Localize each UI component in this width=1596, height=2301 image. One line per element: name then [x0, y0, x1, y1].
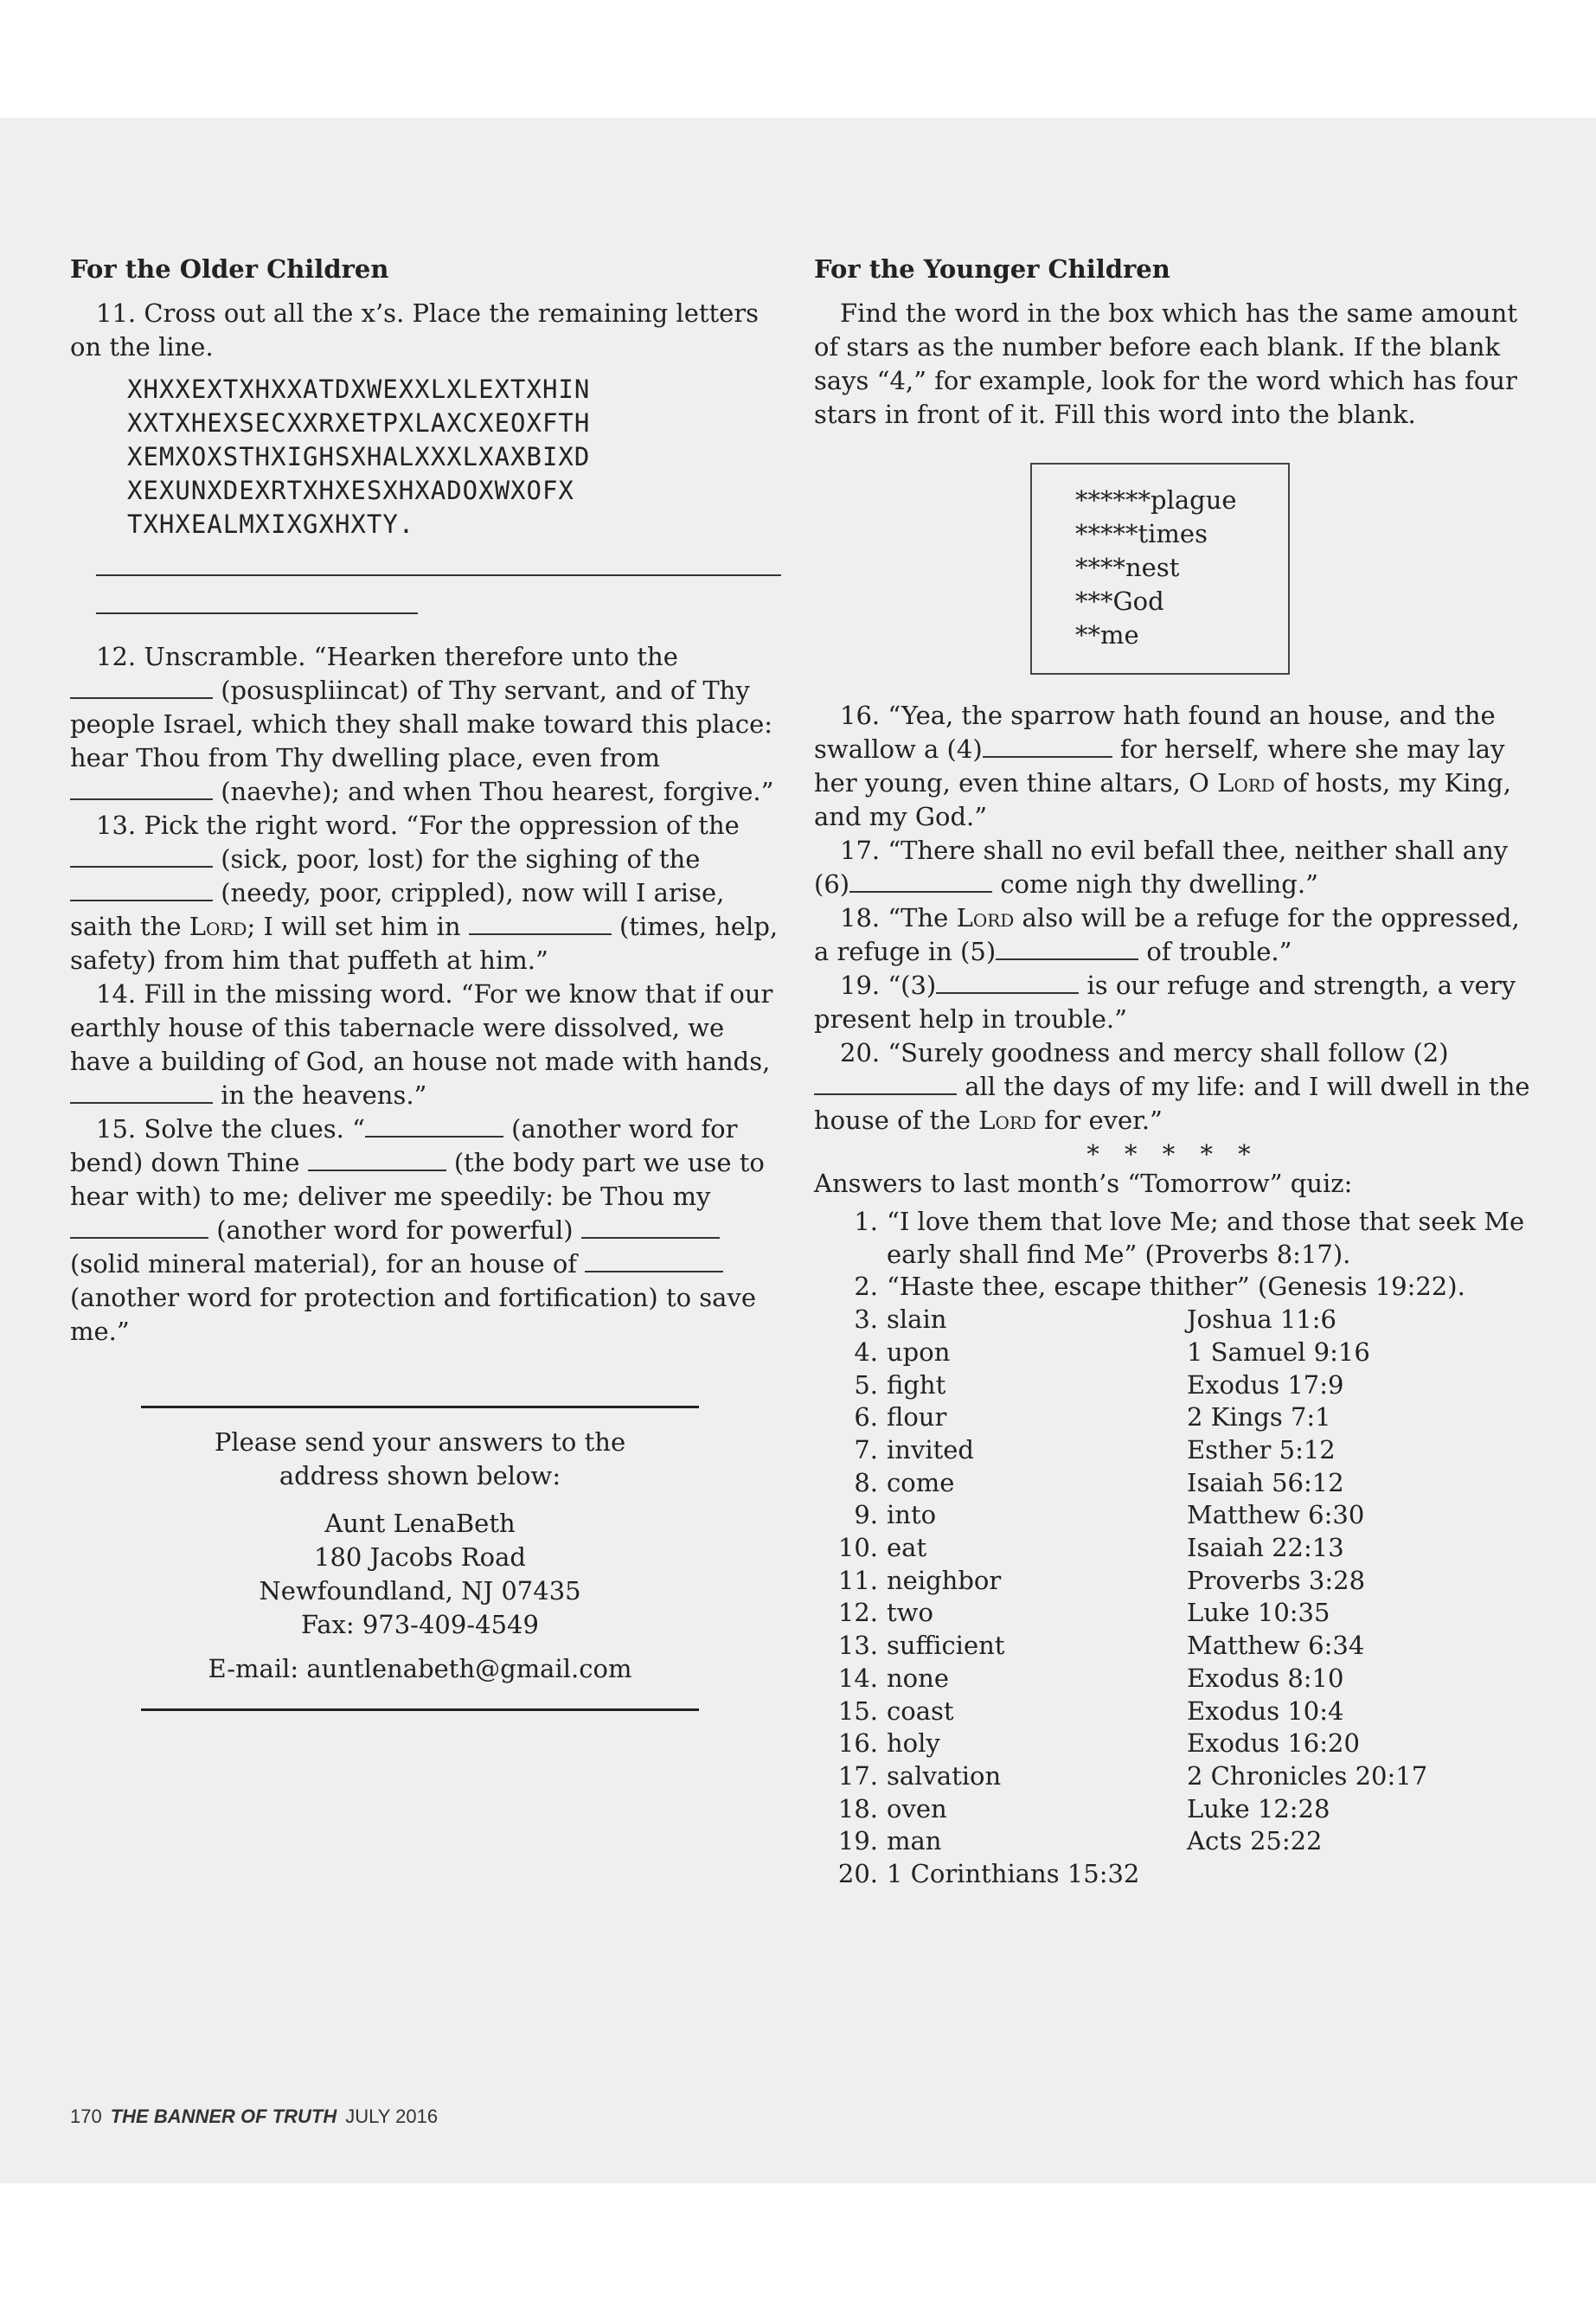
answer-word: 1 Corinthians 15:32: [887, 1859, 1140, 1889]
answer-line[interactable]: [96, 612, 418, 614]
q14-text: in the heavens.”: [221, 1080, 427, 1110]
answer-row: [814, 1565, 1532, 1598]
answer-word: oven: [887, 1793, 947, 1823]
answer-row: [814, 1401, 1532, 1434]
issue-date: JULY 2016: [345, 2106, 439, 2127]
address-street: 180 Jacobs Road: [314, 1542, 526, 1572]
word-box-item: ******plague: [1075, 485, 1237, 515]
answer-reference: Exodus 17:9: [1187, 1369, 1344, 1400]
question-12: [70, 640, 784, 809]
answer-word: man: [887, 1826, 942, 1856]
answer-number: 12.: [837, 1598, 878, 1628]
q16-text: for herself, where she may lay her young, even thine altars, O: [814, 734, 1505, 798]
send-instructions: address shown below:: [279, 1461, 561, 1490]
answer-blank[interactable]: [365, 1113, 503, 1138]
answer-number: 1.: [854, 1207, 878, 1236]
answer-blank[interactable]: [70, 843, 213, 868]
question-16: [814, 699, 1532, 834]
answer-blank[interactable]: [308, 1147, 446, 1171]
answer-row: [814, 1304, 1532, 1336]
answer-item: [814, 1271, 1532, 1304]
answer-reference: Proverbs 3:28: [1187, 1565, 1366, 1595]
lord-text: Lord: [189, 912, 247, 941]
answer-number: 13.: [837, 1631, 878, 1661]
page-number: 170: [70, 2106, 102, 2127]
answer-text: “Haste thee, escape thither” (Genesis 19:22).: [887, 1272, 1465, 1302]
answer-number: 14.: [837, 1663, 878, 1693]
answer-blank[interactable]: [996, 936, 1138, 960]
answer-row: [814, 1597, 1532, 1630]
letters-line: XXTXHEXSECXXRXETPXLAXCXEOXFTH: [127, 408, 591, 438]
answer-reference: Isaiah 56:12: [1187, 1467, 1344, 1497]
publication-title: THE BANNER OF TRUTH: [110, 2106, 337, 2127]
scrambled-letters: [127, 373, 784, 542]
answer-number: 10.: [837, 1533, 878, 1563]
q15-text: 15. Solve the clues. “: [96, 1114, 365, 1144]
letters-line: XEXUNXDEXRTXHXESXHXADOXWXOFX: [127, 476, 574, 505]
q13-text: 13. Pick the right word. “For the oppression of the: [96, 811, 740, 840]
answer-number: 17.: [837, 1760, 878, 1791]
word-box: [1030, 463, 1290, 675]
q20-text: for ever.”: [1044, 1106, 1163, 1135]
answer-row: [814, 1858, 1532, 1891]
answer-row: [814, 1760, 1532, 1793]
answer-item: [814, 1206, 1532, 1271]
answer-reference: Exodus 10:4: [1187, 1695, 1344, 1726]
answer-blank[interactable]: [849, 868, 992, 893]
q13-text: (times, help, safety) from him that puffeth at him.”: [70, 912, 779, 975]
divider: [141, 1708, 699, 1711]
answer-number: 2.: [854, 1272, 878, 1302]
answer-blank[interactable]: [70, 1080, 213, 1104]
answer-reference: 2 Chronicles 20:17: [1187, 1760, 1428, 1791]
answer-number: 8.: [854, 1467, 878, 1497]
q17-text: 17. “There shall no evil befall thee, neither shall any (6): [814, 836, 1509, 899]
q15-text: (another word for powerful): [216, 1215, 574, 1245]
answer-word: come: [887, 1467, 955, 1497]
answer-word: holy: [887, 1728, 940, 1759]
answers-table: [814, 1304, 1532, 1891]
q19-text: is our refuge and strength, a very present help in trouble.”: [814, 971, 1516, 1034]
q12-text: (posuspliincat) of Thy servant, and of Thy people Israel, which they shall make toward this place: hear Thou from Thy dwelling place, even from: [70, 676, 773, 772]
address-name: Aunt LenaBeth: [324, 1509, 516, 1538]
question-14: [70, 977, 784, 1112]
answer-word: salvation: [887, 1760, 1002, 1791]
answer-row: [814, 1499, 1532, 1532]
q18-text: 18. “The: [840, 903, 949, 933]
lord-text: Lord: [1217, 768, 1275, 798]
answer-row: [814, 1467, 1532, 1500]
answer-number: 19.: [837, 1826, 878, 1856]
answer-blank[interactable]: [581, 1215, 720, 1239]
word-box-item: *****times: [1075, 519, 1208, 548]
answer-blank[interactable]: [70, 877, 213, 901]
q20-text: all the days of my life: and I will dwell in the house of the: [814, 1072, 1530, 1135]
q13-text: ; I will set him in: [247, 912, 461, 941]
answer-reference: 1 Samuel 9:16: [1187, 1336, 1370, 1367]
answer-reference: Luke 12:28: [1187, 1793, 1330, 1823]
q18-text: of trouble.”: [1146, 937, 1292, 966]
answer-row: [814, 1793, 1532, 1826]
q12-text: 12. Unscramble. “Hearken therefore unto the: [96, 642, 678, 671]
answer-word: flour: [887, 1402, 947, 1433]
answer-word: sufficient: [887, 1631, 1005, 1661]
answer-word: upon: [887, 1336, 951, 1367]
q13-text: (needy, poor, crippled), now will I arise, saith the: [70, 878, 725, 941]
letters-line: XEMXOXSTHXIGHSXHALXXXLXAXBIXD: [127, 442, 591, 471]
answer-word: none: [887, 1663, 949, 1693]
answer-blank[interactable]: [70, 776, 213, 800]
answer-number: 9.: [854, 1500, 878, 1530]
answer-reference: 2 Kings 7:1: [1187, 1402, 1331, 1433]
q18-text: also will be a refuge for the oppressed, a refuge in (5): [814, 903, 1520, 966]
lord-text: Lord: [956, 903, 1015, 933]
answer-word: two: [887, 1598, 933, 1628]
q20-text: 20. “Surely goodness and mercy shall follow (2): [840, 1038, 1449, 1067]
answer-row: [814, 1434, 1532, 1467]
q17-text: come nigh thy dwelling.”: [1000, 869, 1318, 899]
answer-row: [814, 1369, 1532, 1402]
answer-row: [814, 1630, 1532, 1663]
email-address[interactable]: E-mail: auntlenabeth@gmail.com: [208, 1654, 632, 1683]
answer-number: 15.: [837, 1695, 878, 1726]
q19-text: 19. “(3): [840, 971, 937, 1000]
question-13: [70, 809, 784, 977]
answer-reference: Luke 10:35: [1187, 1598, 1330, 1628]
answer-row: [814, 1532, 1532, 1565]
fax-number: Fax: 973-409-4549: [301, 1610, 539, 1639]
answer-number: 11.: [837, 1565, 878, 1595]
q15-text: (another word for bend) down Thine: [70, 1114, 738, 1177]
q13-text: (sick, poor, lost) for the sighing of the: [221, 844, 701, 874]
answer-row: [814, 1336, 1532, 1369]
answer-number: 5.: [854, 1369, 878, 1400]
divider: [141, 1406, 699, 1408]
younger-children-column: [814, 253, 1532, 1891]
word-box-item: **me: [1075, 620, 1139, 650]
answer-number: 6.: [854, 1402, 878, 1433]
answers-title: Answers to last month’s “Tomorrow” quiz:: [814, 1169, 1353, 1198]
answer-blank[interactable]: [983, 734, 1112, 758]
section-separator: * * * * *: [1086, 1139, 1259, 1169]
question-18: [814, 901, 1532, 969]
answer-reference: Exodus 16:20: [1187, 1728, 1360, 1759]
word-box-item: ***God: [1075, 586, 1164, 616]
answer-reference: Esther 5:12: [1187, 1434, 1336, 1465]
answer-number: 4.: [854, 1336, 878, 1367]
address-city: Newfoundland, NJ 07435: [259, 1576, 581, 1606]
answer-word: eat: [887, 1533, 927, 1563]
answer-word: coast: [887, 1695, 954, 1726]
answer-word: neighbor: [887, 1565, 1002, 1595]
q15-text: (solid mineral material), for an house of: [70, 1249, 578, 1279]
question-15: [70, 1112, 784, 1349]
instructions: Find the word in the box which has the same amount of stars as the number before each blank. If the blank says “4,” for example, look for the word which has four stars in front of it. Fill this word into the blank.: [814, 298, 1517, 429]
answer-row: [814, 1825, 1532, 1858]
answer-number: 3.: [854, 1304, 878, 1335]
answer-number: 16.: [837, 1728, 878, 1759]
older-children-column: [70, 253, 784, 1711]
letters-line: XHXXEXTXHXXATDXWEXXLXLEXTXHIN: [127, 375, 591, 404]
answer-reference: Exodus 8:10: [1187, 1663, 1344, 1693]
answer-word: fight: [887, 1369, 946, 1400]
answer-blank[interactable]: [814, 1071, 957, 1095]
question-11: 11. Cross out all the x’s. Place the remaining letters on the line.: [70, 298, 760, 362]
answer-blank[interactable]: [585, 1248, 723, 1272]
answer-reference: Joshua 11:6: [1187, 1304, 1336, 1335]
younger-children-heading: For the Younger Children: [814, 254, 1170, 284]
answer-word: slain: [887, 1304, 947, 1335]
lord-text: Lord: [978, 1106, 1036, 1135]
answer-reference: Matthew 6:30: [1187, 1500, 1365, 1530]
answer-blank[interactable]: [469, 911, 612, 935]
answer-reference: Matthew 6:34: [1187, 1631, 1365, 1661]
older-children-heading: For the Older Children: [70, 254, 389, 284]
q15-text: (the body part we use to hear with) to me; deliver me speedily: be Thou my: [70, 1148, 765, 1211]
q14-text: 14. Fill in the missing word. “For we know that if our earthly house of this tabernacle were dissolved, we have a building of God, an house not made with hands,: [70, 979, 773, 1076]
answer-word: into: [887, 1500, 937, 1530]
question-17: [814, 834, 1532, 901]
answer-number: 20.: [837, 1859, 878, 1889]
letters-line: TXHXEALMXIXGXHXTY.: [127, 510, 415, 539]
q15-text: (another word for protection and fortification) to save me.”: [70, 1283, 756, 1346]
answer-reference: Acts 25:22: [1187, 1826, 1323, 1856]
answer-number: 18.: [837, 1793, 878, 1823]
address-block: [70, 1426, 770, 1686]
send-instructions: Please send your answers to the: [214, 1427, 626, 1457]
page-footer: [70, 2106, 438, 2128]
answer-row: [814, 1727, 1532, 1760]
answer-blank[interactable]: [70, 675, 213, 699]
q12-text: (naevhe); and when Thou hearest, forgive.”: [221, 777, 774, 806]
answer-text: “I love them that love Me; and those that seek Me early shall find Me” (Proverbs 8:17).: [887, 1207, 1525, 1269]
answer-number: 7.: [854, 1434, 878, 1465]
answer-blank[interactable]: [936, 970, 1079, 994]
answer-row: [814, 1663, 1532, 1695]
word-box-item: ****nest: [1075, 553, 1180, 582]
answer-row: [814, 1695, 1532, 1728]
answer-word: invited: [887, 1434, 974, 1465]
question-20: [814, 1036, 1532, 1138]
answers-list: [814, 1206, 1532, 1304]
answer-blank[interactable]: [70, 1215, 208, 1239]
answer-line[interactable]: [96, 574, 781, 576]
question-19: [814, 969, 1532, 1036]
q16-text: of hosts, my King, and my God.”: [814, 768, 1511, 831]
q16-text: 16. “Yea, the sparrow hath found an house, and the swallow a (4): [814, 701, 1496, 764]
answer-reference: Isaiah 22:13: [1187, 1533, 1344, 1563]
